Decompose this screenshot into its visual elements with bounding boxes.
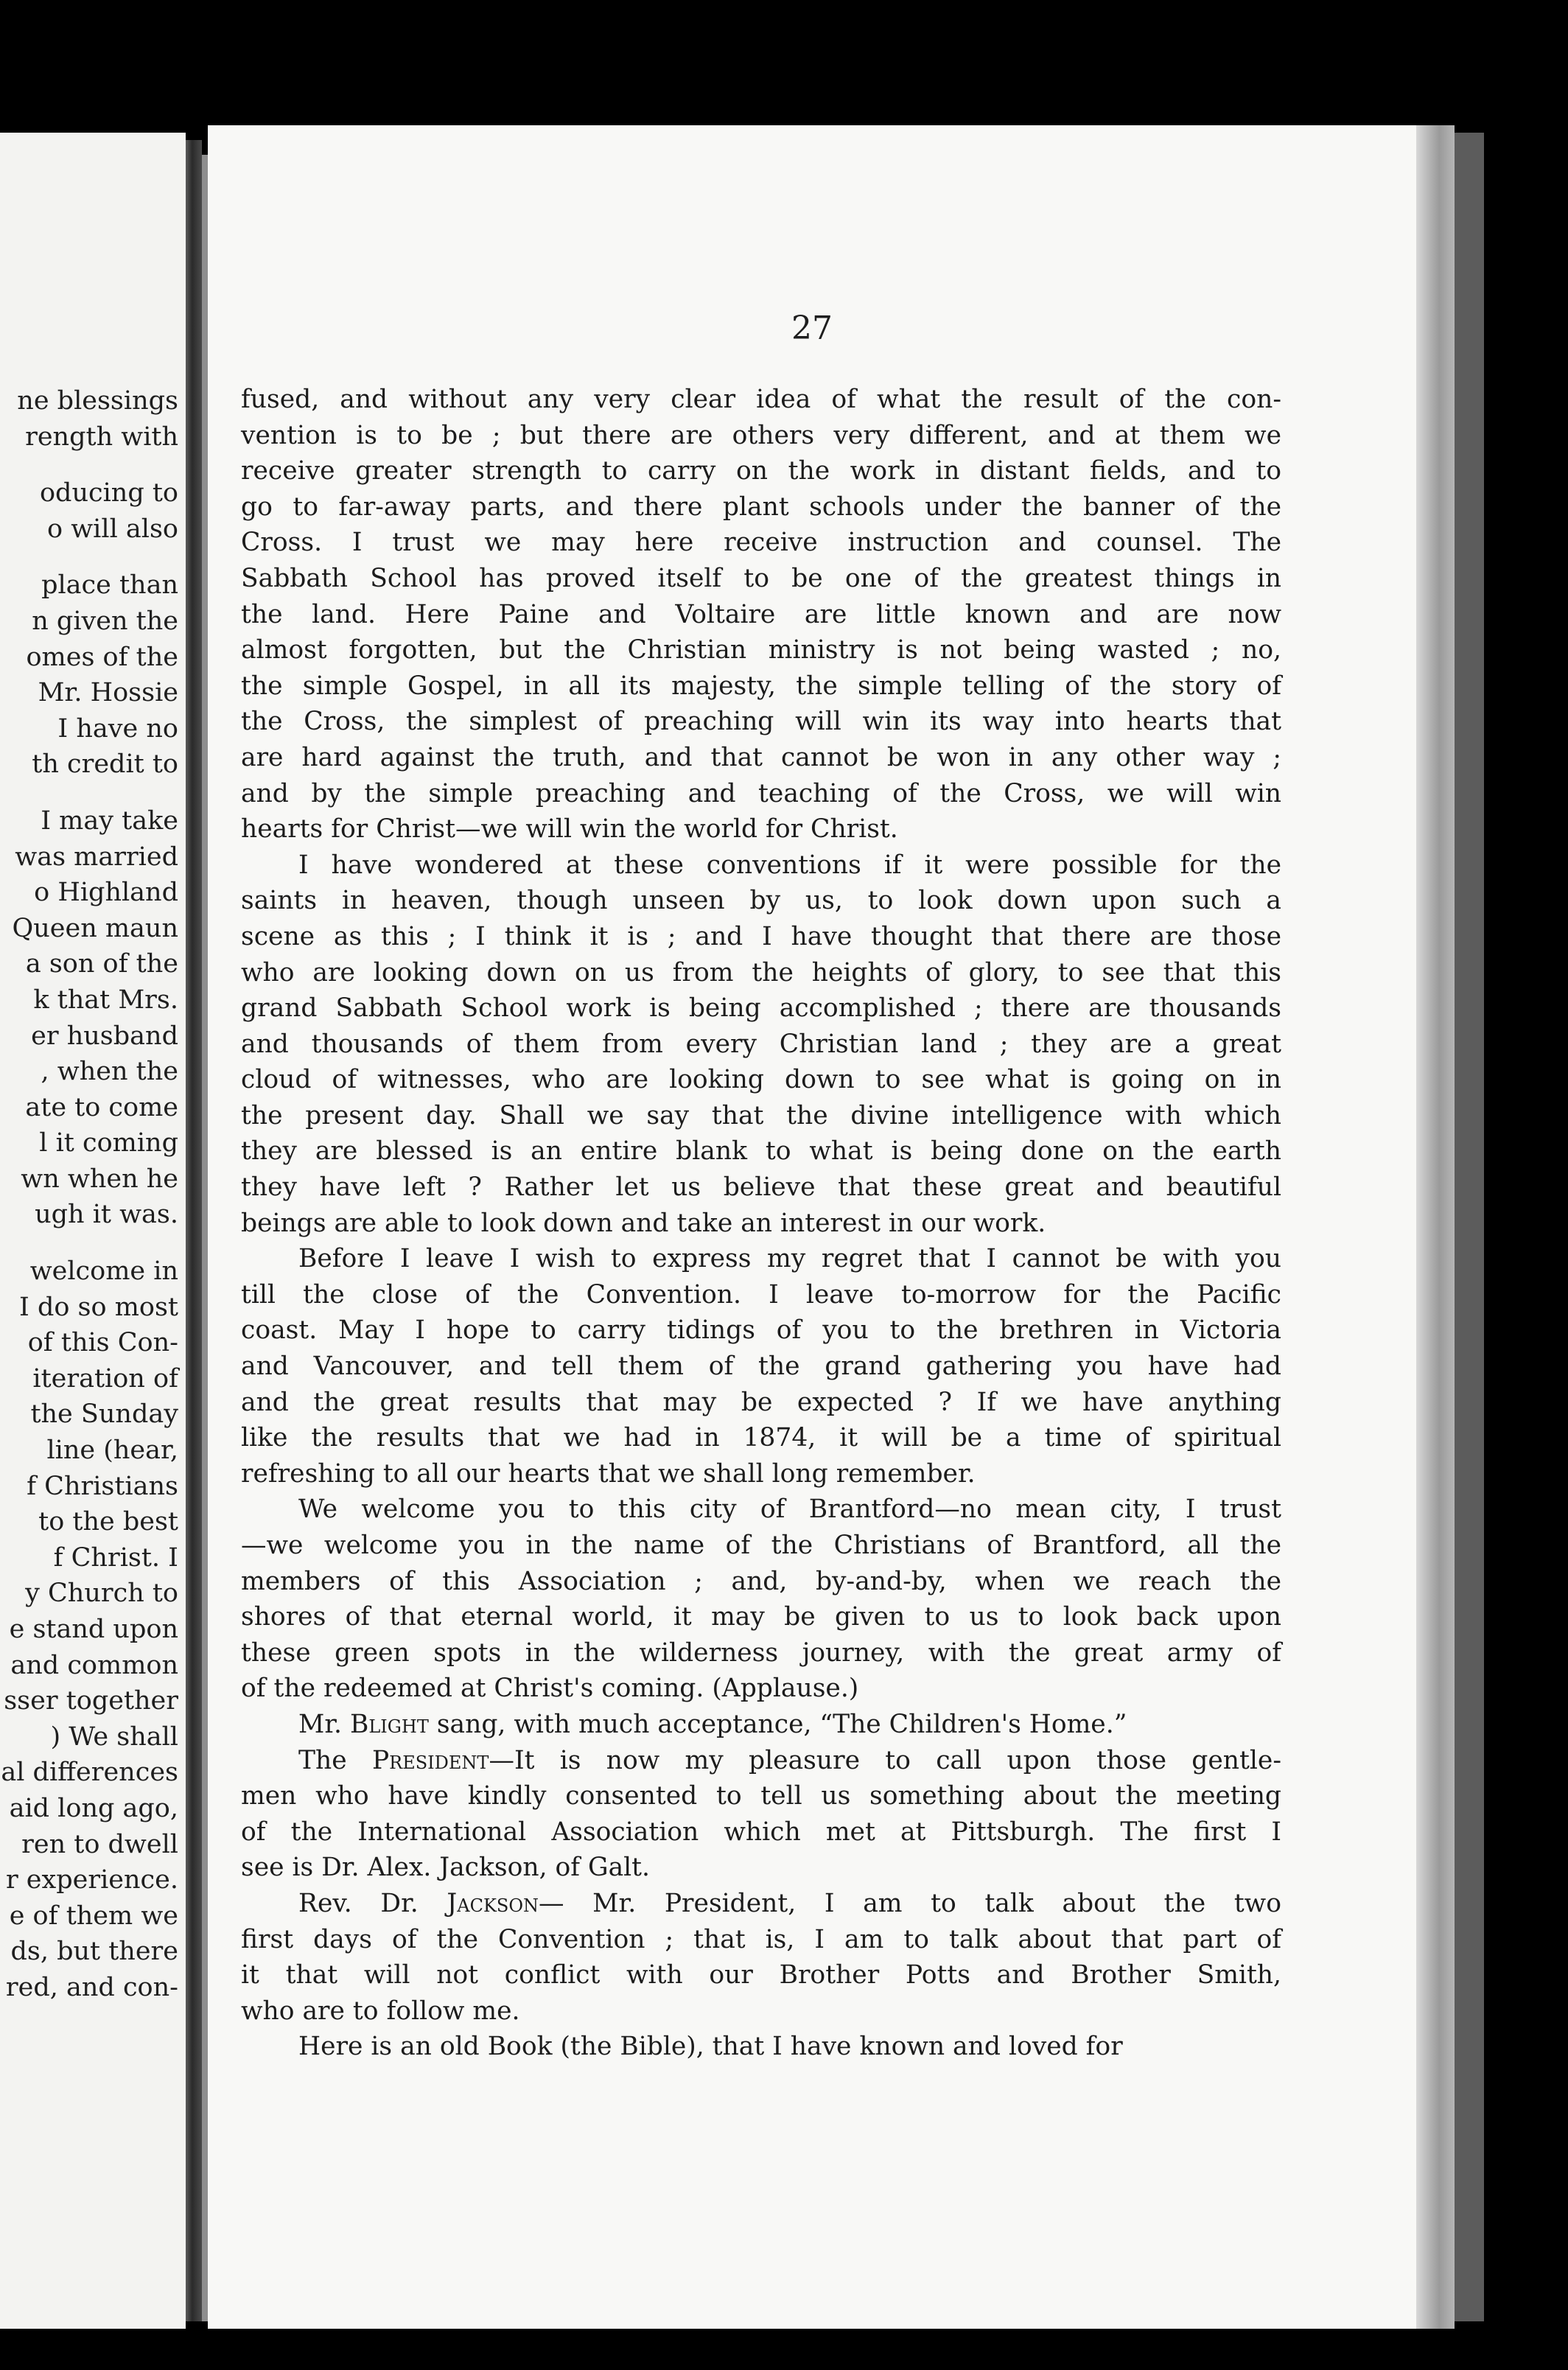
previous-page-line	[0, 455, 178, 475]
text-line: and Vancouver, and tell them of the grand gathering you have had	[241, 1352, 1281, 1382]
previous-page-line: k that Mrs.	[33, 985, 178, 1015]
previous-page-line: n given the	[32, 606, 178, 636]
speaker-name: President	[371, 1745, 489, 1775]
previous-page-line	[0, 783, 178, 803]
previous-page-line: sser together	[4, 1686, 178, 1716]
text-line: —we welcome you in the name of the Christians of Brantford, all the	[241, 1531, 1281, 1560]
previous-page-line: f Christ. I	[53, 1542, 178, 1573]
previous-page-line: o will also	[47, 514, 178, 544]
speaker-prefix: Mr.	[298, 1709, 350, 1739]
text-line: saints in heaven, though unseen by us, to look down upon such a	[241, 886, 1281, 916]
previous-page-line: e stand upon	[9, 1615, 178, 1644]
text-line: Cross. I trust we may here receive instruction and counsel. The	[241, 528, 1281, 558]
text-line	[241, 1743, 1281, 1779]
text-line: Before I leave I wish to express my regret that I cannot be with you	[298, 1244, 1281, 1274]
previous-page-line: and common	[10, 1650, 178, 1680]
text-line: Here is an old Book (the Bible), that I have known and loved for	[298, 2032, 1123, 2062]
previous-page-line: l it coming	[39, 1128, 178, 1158]
text-line: till the close of the Convention. I leave to-morrow for the Pacific	[241, 1279, 1281, 1310]
previous-page-line: rength with	[25, 422, 178, 452]
page-number: 27	[791, 310, 833, 347]
text-line	[241, 1886, 1281, 1922]
text-line: it that will not conflict with our Brother Potts and Brother Smith,	[241, 1960, 1281, 1990]
speaker-name: Jackson	[447, 1888, 539, 1918]
text-line: I have wondered at these conventions if it were possible for the	[298, 850, 1281, 880]
text-line: We welcome you to this city of Brantford—no mean city, I trust	[298, 1495, 1281, 1525]
previous-page-line: the Sunday	[30, 1399, 178, 1430]
previous-page-line: , when the	[41, 1057, 178, 1087]
text-line: of the International Association which met at Pittsburgh. The first I	[241, 1817, 1281, 1847]
text-line: fused, and without any very clear idea of what the result of the con-	[241, 385, 1281, 414]
text-line: cloud of witnesses, who are looking down to see what is going on in	[241, 1065, 1281, 1095]
text-line: and thousands of them from every Christian land ; they are a great	[241, 1029, 1281, 1059]
previous-page-text	[0, 383, 178, 2006]
previous-page-line: f Christians	[27, 1471, 178, 1501]
speech-text: —It is now my pleasure to call upon those gentle-	[489, 1745, 1281, 1775]
previous-page-line: r experience.	[5, 1865, 178, 1895]
text-line: grand Sabbath School work is being accomplished ; there are thousands	[241, 993, 1281, 1024]
book-cover-edge	[1455, 133, 1484, 2321]
page	[208, 125, 1416, 2329]
speaker-prefix: Rev. Dr.	[298, 1888, 447, 1918]
speaker-prefix: The	[298, 1745, 372, 1775]
previous-page-line: a son of the	[25, 949, 178, 979]
previous-page-line: omes of the	[26, 642, 178, 672]
previous-page-line: wn when he	[21, 1164, 178, 1194]
text-line: and the great results that may be expected ? If we have anything	[241, 1387, 1281, 1417]
text-line: coast. May I hope to carry tidings of you to the brethren in Victoria	[241, 1315, 1281, 1346]
text-line: the land. Here Paine and Voltaire are little known and are now	[241, 599, 1281, 629]
previous-page-line: ) We shall	[50, 1721, 178, 1752]
text-line: first days of the Convention ; that is, I am to talk about that part of	[241, 1924, 1281, 1954]
text-line: scene as this ; I think it is ; and I have thought that there are those	[241, 921, 1281, 951]
speech-text: sang, with much acceptance, “The Children's Home.”	[428, 1709, 1127, 1739]
previous-page-line: aid long ago,	[9, 1793, 178, 1823]
text-line: these green spots in the wilderness journey, with the great army of	[241, 1637, 1281, 1668]
text-line: vention is to be ; but there are others very different, and at them we	[241, 420, 1281, 450]
previous-page-line: e of them we	[9, 1901, 178, 1931]
text-line: refreshing to all our hearts that we shall long remember.	[241, 1458, 976, 1489]
text-line: men who have kindly consented to tell us something about the meeting	[241, 1781, 1281, 1811]
text-line: almost forgotten, but the Christian ministry is not being wasted ; no,	[241, 635, 1281, 665]
text-line: the simple Gospel, in all its majesty, the simple telling of the story of	[241, 671, 1281, 701]
text-line: Sabbath School has proved itself to be one of the greatest things in	[241, 563, 1281, 593]
text-line: are hard against the truth, and that cannot be won in any other way ;	[241, 742, 1281, 772]
text-line	[241, 1707, 1281, 1743]
text-line: they are blessed is an entire blank to what is being done on the earth	[241, 1136, 1281, 1167]
previous-page-line: ate to come	[25, 1092, 178, 1122]
previous-page-line: ren to dwell	[21, 1829, 178, 1859]
text-line: and by the simple preaching and teaching of the Cross, we will win	[241, 778, 1281, 808]
previous-page-line: I do so most	[19, 1292, 178, 1322]
text-line: the Cross, the simplest of preaching will win its way into hearts that	[241, 707, 1281, 737]
previous-page-line: o Highland	[34, 878, 178, 908]
previous-page-line: th credit to	[32, 749, 178, 780]
text-line: of the redeemed at Christ's coming. (Applause.)	[241, 1674, 859, 1704]
text-line: see is Dr. Alex. Jackson, of Galt.	[241, 1853, 651, 1883]
text-line: the present day. Shall we say that the divine intelligence with which	[241, 1100, 1281, 1130]
previous-page-line: iteration of	[32, 1363, 178, 1394]
book-gutter	[186, 140, 202, 2321]
previous-page-line: y Church to	[25, 1579, 178, 1609]
previous-page-line	[0, 1233, 178, 1254]
previous-page-fragment	[0, 133, 186, 2329]
text-line: shores of that eternal world, it may be given to us to look back upon	[241, 1602, 1281, 1632]
page-body	[241, 382, 1281, 2065]
previous-page-line: red, and con-	[5, 1972, 178, 2002]
text-line: like the results that we had in 1874, it will be a time of spiritual	[241, 1423, 1281, 1453]
previous-page-line: ugh it was.	[35, 1200, 178, 1230]
previous-page-line: er husband	[31, 1021, 178, 1051]
speech-text: — Mr. President, I am to talk about the two	[539, 1888, 1281, 1918]
previous-page-line: ds, but there	[10, 1937, 178, 1967]
text-line: beings are able to look down and take an interest in our work.	[241, 1208, 1046, 1238]
previous-page-line: I may take	[41, 805, 178, 836]
previous-page-line: I have no	[57, 713, 178, 744]
previous-page-line: ne blessings	[17, 386, 178, 416]
text-line: who are to follow me.	[241, 1996, 520, 2026]
previous-page-line: welcome in	[29, 1256, 178, 1287]
previous-page-line: was married	[15, 842, 178, 872]
previous-page-line: oducing to	[39, 478, 178, 508]
speaker-name: Blight	[349, 1709, 429, 1739]
page-edge	[1416, 125, 1455, 2329]
previous-page-line: Mr. Hossie	[38, 678, 178, 708]
previous-page-line: line (hear,	[46, 1436, 178, 1466]
text-line: who are looking down on us from the heights of glory, to see that this	[241, 957, 1281, 988]
previous-page-line: of this Con-	[27, 1328, 178, 1358]
previous-page-line: al differences	[1, 1758, 178, 1788]
previous-page-line	[0, 547, 178, 567]
previous-page-line: place than	[41, 570, 178, 601]
text-line: members of this Association ; and, by-and-by, when we reach the	[241, 1566, 1281, 1596]
previous-page-line: Queen maun	[12, 913, 178, 943]
text-line: go to far-away parts, and there plant schools under the banner of the	[241, 492, 1281, 522]
previous-page-line: to the best	[38, 1507, 178, 1537]
text-line: hearts for Christ—we will win the world for Christ.	[241, 814, 898, 845]
text-line: they have left ? Rather let us believe that these great and beautiful	[241, 1172, 1281, 1203]
text-line: receive greater strength to carry on the work in distant fields, and to	[241, 456, 1281, 486]
